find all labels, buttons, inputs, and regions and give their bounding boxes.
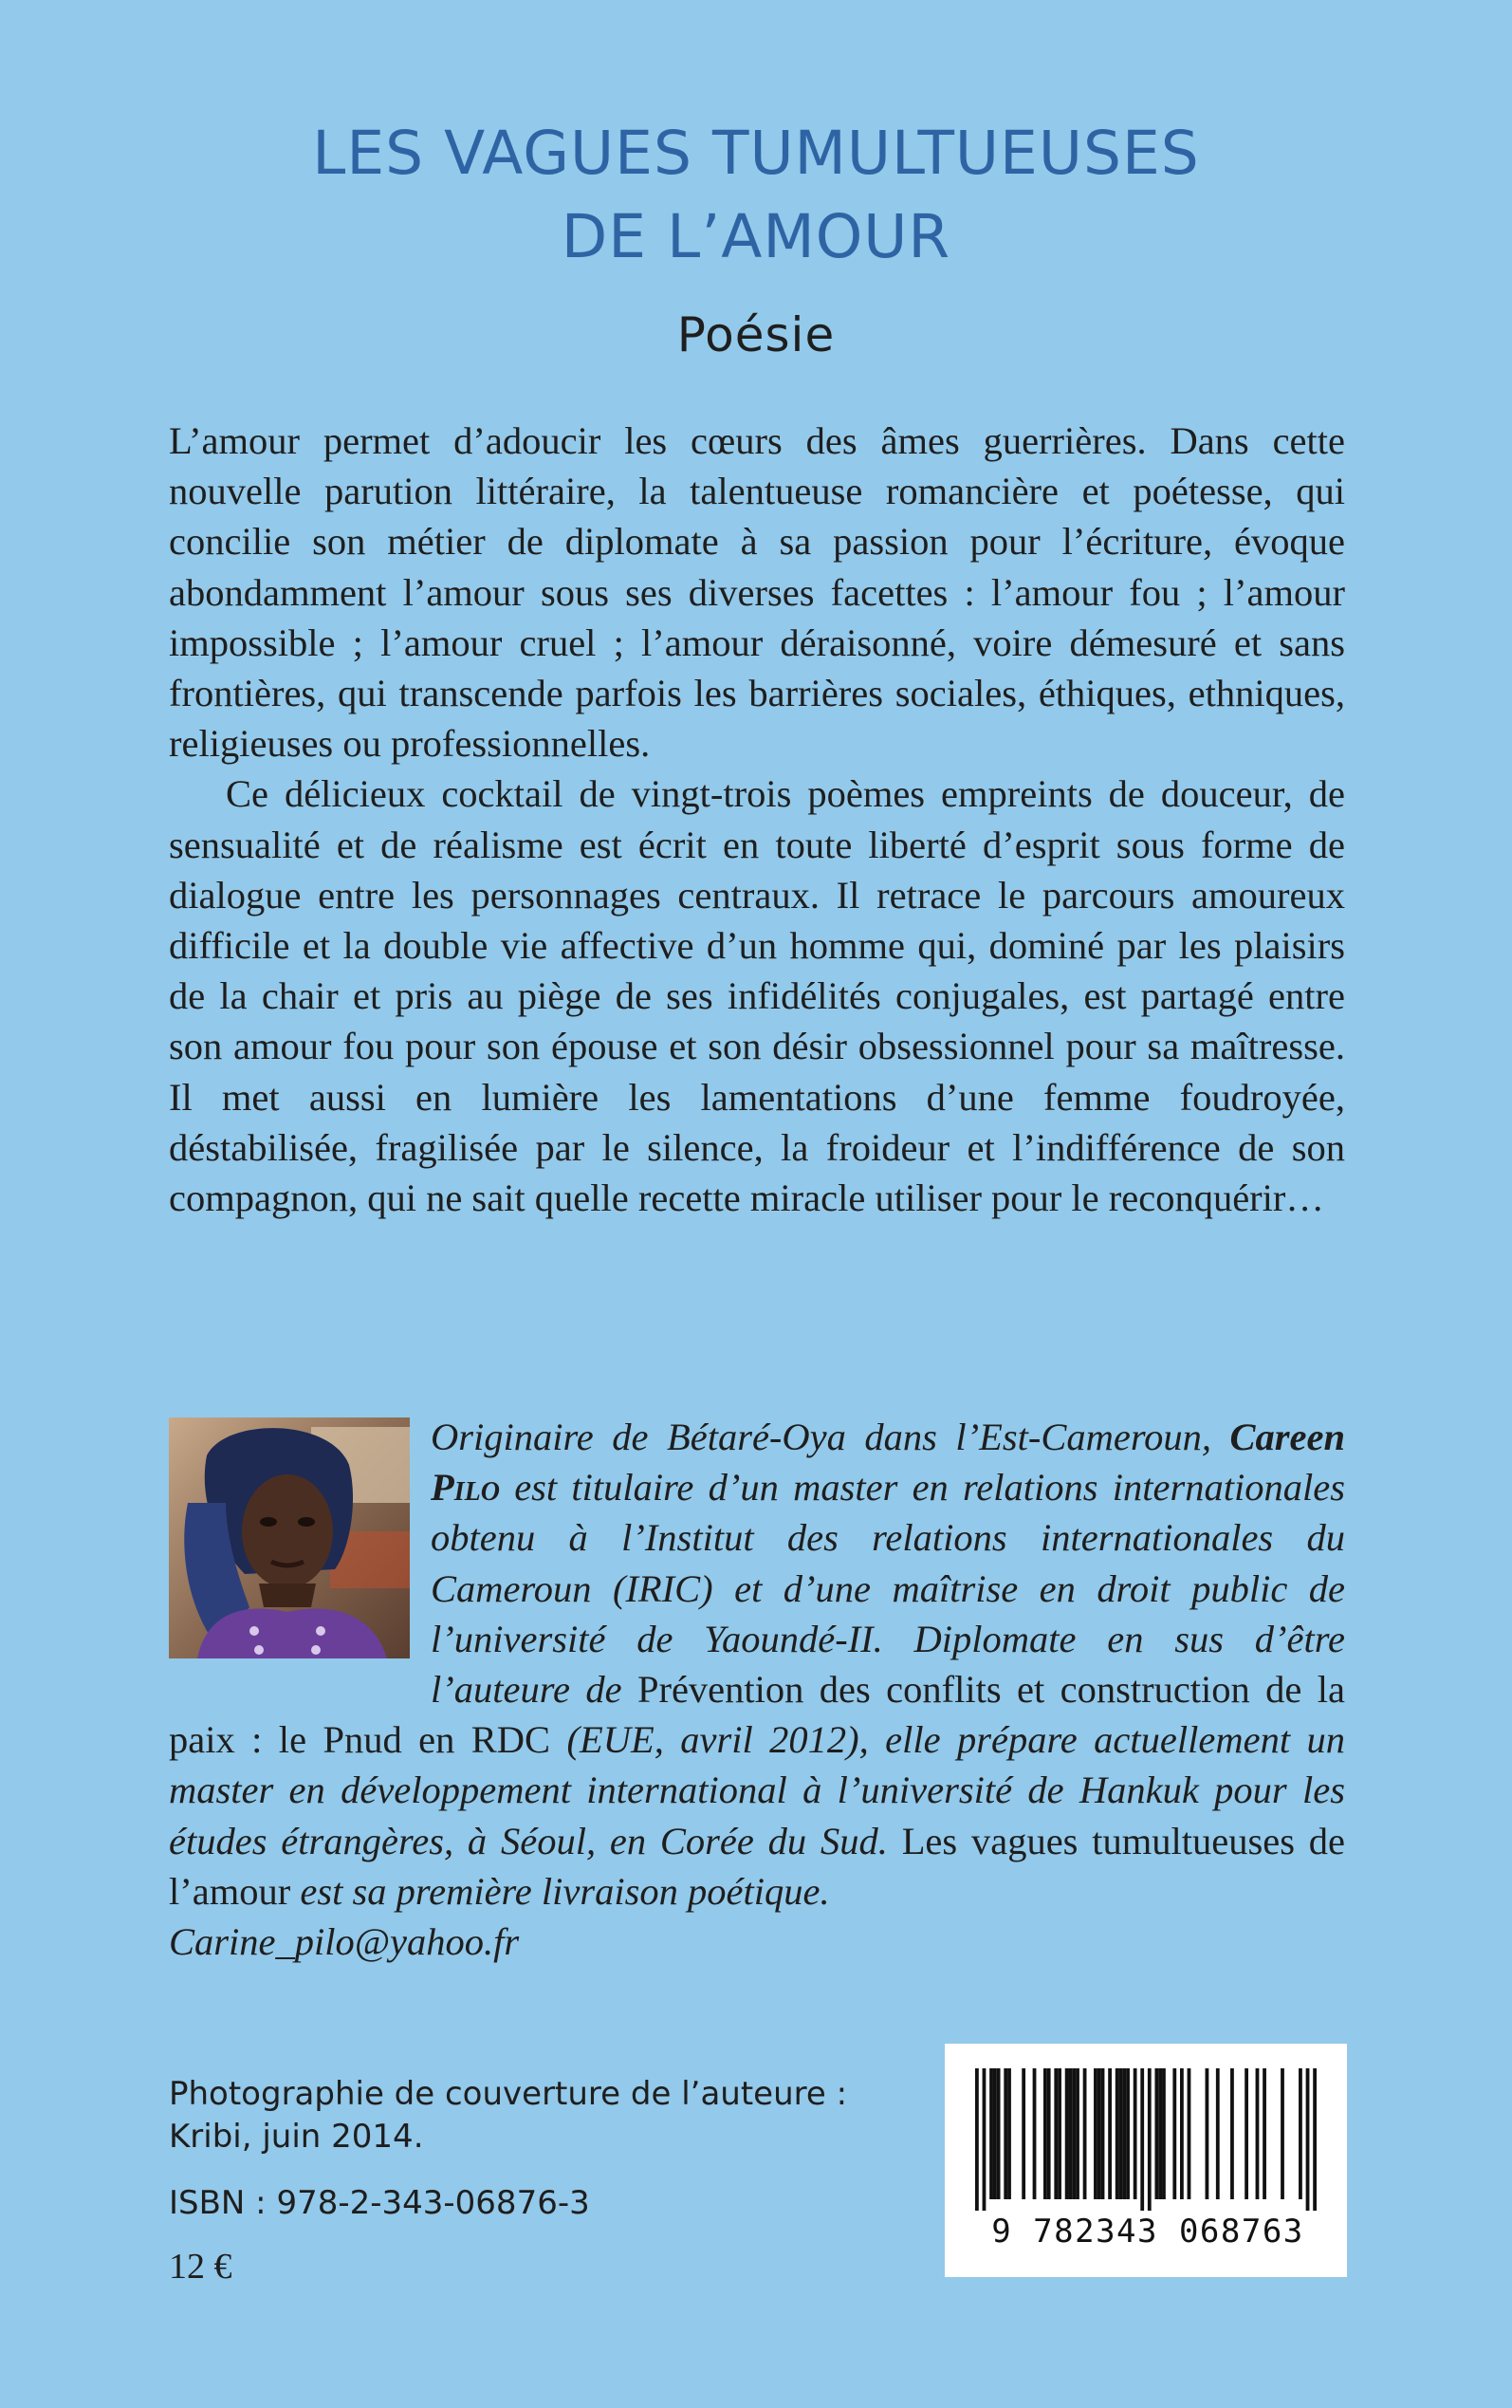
bio-part-4: est sa première livraison poétique. — [290, 1869, 830, 1913]
price: 12 € — [169, 2247, 232, 2287]
barcode — [945, 2044, 1347, 2277]
bio-intro: Originaire de Bétaré-Oya dans l’Est-Cameroun, — [431, 1416, 1230, 1458]
bio-part-2: est titulaire d’un master en relations internationales obtenu à l’Institut des relations internationales du Cameroun (IRIC) et d’une maîtrise en droit public de l’université de Yaoundé-II. Diplomate en sus d’être l’auteure de — [431, 1466, 1345, 1712]
barcode-bar — [1047, 2068, 1051, 2199]
barcode-bar — [1180, 2068, 1184, 2199]
barcode-bar — [1263, 2068, 1266, 2199]
barcode-bar — [1022, 2068, 1025, 2199]
barcode-bar — [1101, 2068, 1105, 2199]
barcode-bar — [1097, 2068, 1101, 2199]
author-email[interactable]: Carine_pilo@yahoo.fr — [169, 1920, 520, 1964]
barcode-bar — [1069, 2068, 1073, 2199]
barcode-bar — [1043, 2068, 1047, 2199]
barcode-bar — [1122, 2068, 1126, 2199]
barcode-bar — [1116, 2068, 1119, 2199]
blurb-paragraph-2: Ce délicieux cocktail de vingt-trois poèmes empreints de douceur, de sensualité et de réalisme est écrit en toute liberté d’esprit sous forme de dialogue entre les personnages centraux. Il retrace le parcours amoureux difficile et la double vie affective d’un homme qui, dominé par les plaisirs de la chair et pris au piège de ses infidélités conjugales, est partagé entre son amour fou pour son épouse et son désir obsessionnel pour sa maîtresse. Il met aussi en lumière les lamentations d’une femme foudroyée, déstabilisée, fragilisée par le silence, la froideur et l’indifférence de son compagnon, qui ne sait quelle recette miracle utiliser pour le reconquérir… — [169, 772, 1345, 1220]
barcode-bar — [989, 2068, 993, 2199]
barcode-bar — [1162, 2068, 1166, 2199]
author-last-name: Pilo — [431, 1466, 500, 1510]
barcode-bar — [1004, 2068, 1007, 2199]
barcode-bar — [1281, 2068, 1284, 2199]
previous-work-title: Prévention des conflits et construction de la paix : le Pnud en RDC — [169, 1668, 1345, 1762]
barcode-bar — [975, 2068, 979, 2211]
barcode-bar — [1158, 2068, 1162, 2199]
barcode-bar — [983, 2068, 986, 2211]
barcode-bar — [1172, 2068, 1176, 2199]
barcode-bar — [1313, 2068, 1317, 2211]
barcode-bar — [1256, 2068, 1260, 2199]
barcode-bar — [1033, 2068, 1037, 2199]
barcode-bar — [1058, 2068, 1061, 2199]
barcode-bar — [1076, 2068, 1079, 2199]
barcode-bar — [1065, 2068, 1069, 2199]
isbn: ISBN : 978-2-343-06876-3 — [169, 2184, 590, 2222]
barcode-bars — [975, 2068, 1317, 2211]
barcode-bar — [993, 2068, 997, 2199]
author-first-name: Careen — [1229, 1416, 1345, 1458]
barcode-bar — [1094, 2068, 1097, 2199]
blurb-paragraph-1: L’amour permet d’adoucir les cœurs des âmes guerrières. Dans cette nouvelle parution littéraire, la talentueuse romancière et poétesse, qui concilie son métier de diplomate à sa passion pour l’écriture, évoque abondamment l’amour sous ses diverses facettes : l’amour fou ; l’amour impossible ; l’amour cruel ; l’amour déraisonné, voire démesuré et sans frontières, qui transcende parfois les barrières sociales, éthiques, ethniques, religieuses ou professionnelles. — [169, 419, 1345, 766]
barcode-digits: 9 782343 068763 — [991, 2213, 1304, 2251]
barcode-bar — [1126, 2068, 1130, 2199]
bio-part-3: (EUE, avril 2012), elle prépare actuellement un master en développement international à l’université de Hankuk pour les études étrangères, à Séoul, en Corée du Sud. — [169, 1718, 1345, 1862]
author-bio — [169, 1412, 1345, 1967]
genre-label: Poésie — [676, 307, 836, 362]
photo-credit-line-2: Kribi, juin 2014. — [169, 2118, 424, 2156]
book-title-line-2: DE L’AMOUR — [561, 202, 951, 271]
barcode-bar — [1188, 2068, 1191, 2199]
barcode-bar — [1054, 2068, 1058, 2199]
barcode-bar — [1230, 2068, 1234, 2199]
barcode-bar — [1007, 2068, 1011, 2199]
book-title-inline: Les vagues tumultueuses de l’amour — [169, 1819, 1346, 1913]
barcode-bar — [1216, 2068, 1220, 2199]
blurb — [169, 416, 1345, 1223]
barcode-bar — [1206, 2068, 1209, 2199]
barcode-bar — [1140, 2068, 1144, 2211]
book-title — [0, 112, 1512, 279]
book-title-line-1: LES VAGUES TUMULTUEUSES — [312, 119, 1200, 188]
photo-credit-line-1: Photographie de couverture de l’auteure : — [169, 2075, 848, 2113]
photo-credit — [169, 2073, 847, 2158]
barcode-bar — [1299, 2068, 1302, 2199]
barcode-bar — [997, 2068, 1001, 2199]
barcode-bar — [1108, 2068, 1112, 2199]
barcode-bar — [1245, 2068, 1248, 2199]
barcode-bar — [1072, 2068, 1076, 2199]
barcode-bar — [1083, 2068, 1087, 2199]
barcode-bar — [1119, 2068, 1123, 2199]
barcode-bar — [1148, 2068, 1152, 2211]
barcode-bar — [1154, 2068, 1158, 2199]
barcode-bar — [1306, 2068, 1310, 2211]
barcode-bar — [1134, 2068, 1137, 2199]
